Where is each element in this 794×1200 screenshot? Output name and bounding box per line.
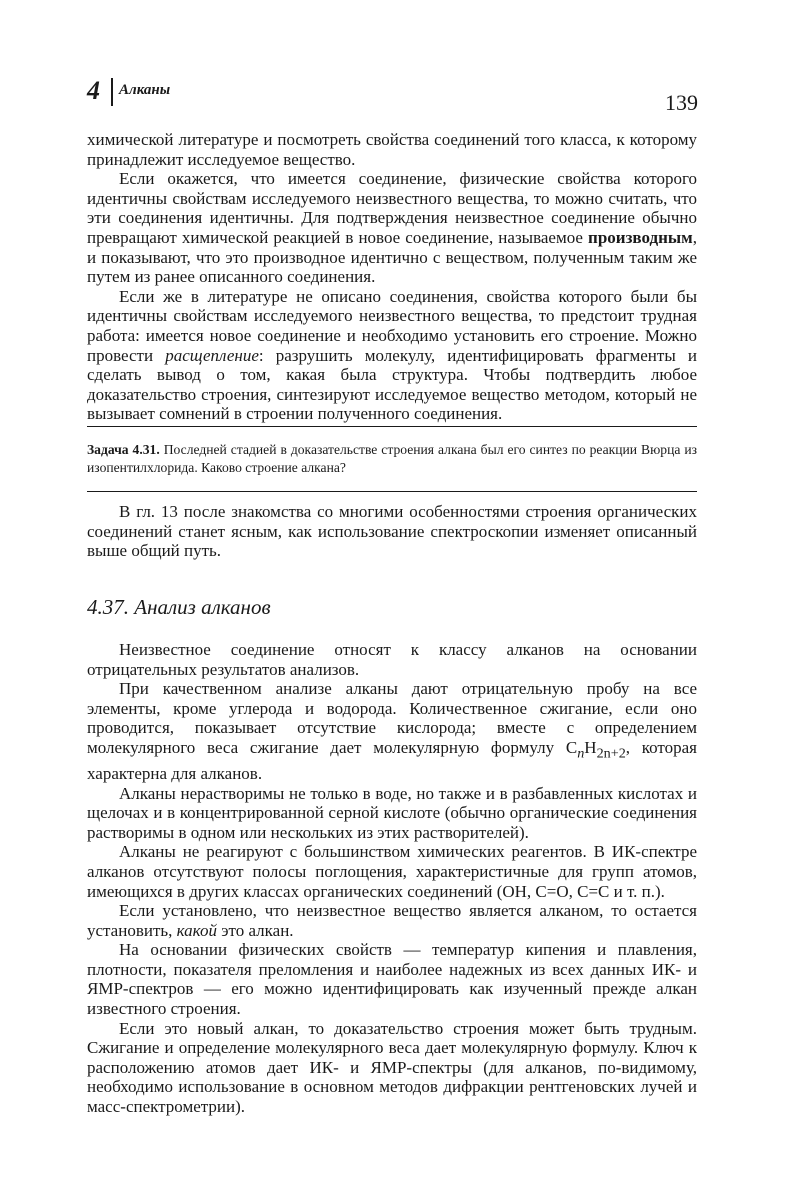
- running-header: [87, 72, 698, 115]
- paragraph-ir-spectrum: Алканы не реагируют с большинством химических реагентов. В ИК-спектре алканов отсутствуют полосы поглощения, характеристичные для групп атомов, имеющихся в других классах органических соединений (OH, C=O, C=C и т. п.).: [87, 842, 697, 901]
- paragraph-derivative: [87, 169, 697, 287]
- problem-label: Задача 4.31.: [87, 442, 160, 457]
- paragraph-new-compound: [87, 287, 697, 424]
- paragraph-solubility: Алканы нерастворимы не только в воде, но также и в разбавленных кислотах и щелочах и в концентрированной серной кислоте (обычно органические соединения растворимы в одном или нескольких из этих растворителей).: [87, 783, 697, 842]
- paragraph-text: : разрушить молекулу, идентифицировать фрагменты и сделать вывод о том, какая была структура. Чтобы подтвердить любое доказательство строения, синтезируют исследуемое вещество методом, который не вызывает сомнений в строении полученного соединения.: [87, 345, 697, 424]
- problem-body: Последней стадией в доказательстве строения алкана был его синтез по реакции Вюрца из изопентилхлорида. Каково строение алкана?: [87, 442, 697, 475]
- text-block-top: [87, 130, 697, 424]
- paragraph-text: , и показывают, что это производное идентично с веществом, полученным таким же путем из ранее описанного соединения.: [87, 227, 697, 287]
- formula-h: H: [584, 737, 597, 757]
- section-title: 4.37. Анализ алканов: [87, 595, 271, 619]
- header-divider: [111, 78, 113, 106]
- text-block-spectroscopy: [87, 502, 697, 561]
- problem-text: [87, 441, 697, 477]
- paragraph-spectroscopy: В гл. 13 после знакомства со многими особенностями строения органических соединений станет ясным, как использование спектроскопии изменяет описанный выше общий путь.: [87, 502, 697, 561]
- paragraph-text: , которая характерна для алканов.: [87, 737, 698, 783]
- problem-box: [87, 426, 697, 492]
- paragraph-continued: химической литературе и посмотреть свойства соединений того класса, к которому принадлежит исследуемое вещество.: [87, 130, 697, 169]
- paragraph-new-alkane: Если это новый алкан, то доказательство строения может быть трудным. Сжигание и определение молекулярного веса дает молекулярную формулу. Ключ к расположению атомов дает ИК- и ЯМР-спектры (для алканов, по-видимому, необходимо использование в основном методов дифракции рентгеновских лучей и масс-спектрометрии).: [87, 1018, 697, 1117]
- formula-n: n: [577, 745, 585, 762]
- paragraph-physical-properties: На основании физических свойств — температур кипения и плавления, плотности, показателя преломления и наиболее надежных из всех данных ИК- и ЯМР-спектров — его можно идентифицировать как изученный прежде алкан известного строения.: [87, 940, 697, 1019]
- term-derivative: производным: [588, 227, 693, 247]
- paragraph-qualitative-analysis: [87, 679, 697, 783]
- paragraph-text: При качественном анализе алканы дают отрицательную пробу на все элементы, кроме углерода и водорода. Количественное сжигание, если оно проводится, показывает отсутствие кислорода; вместе с определением молекулярного веса сжигание дает молекулярную формулу: [87, 679, 697, 757]
- formula-subscript: 2n+2: [596, 745, 626, 762]
- paragraph-text: Если установлено, что неизвестное вещество является алканом, то остается установить,: [87, 901, 697, 940]
- text-block-section: [87, 640, 697, 1117]
- paragraph-text: Если окажется, что имеется соединение, физические свойства которого идентичны свойствам исследуемого неизвестного вещества, то можно считать, что эти соединения идентичны. Для подтверждения неизвестное соединение обычно превращают химической реакцией в новое соединение, называемое: [87, 169, 697, 247]
- page-number: 139: [665, 90, 698, 115]
- paragraph-which-alkane: [87, 901, 697, 940]
- chapter-title: Алканы: [119, 82, 171, 98]
- term-cleavage: расщепление: [165, 345, 259, 365]
- paragraph-classification: Неизвестное соединение относят к классу алканов на основании отрицательных результатов анализов.: [87, 640, 697, 679]
- problem-rule-top: [87, 426, 697, 427]
- paragraph-text: Если же в литературе не описано соединения, свойства которого были бы идентичны свойствам исследуемого неизвестного вещества, то предстоит трудная работа: имеется новое соединение и необходимо установить его строение. Можно провести: [87, 286, 697, 365]
- chapter-number: 4: [87, 76, 100, 105]
- problem-rule-bottom: [87, 491, 697, 492]
- formula-c: C: [565, 737, 578, 757]
- paragraph-text: это алкан.: [216, 920, 294, 940]
- term-which: какой: [176, 920, 217, 940]
